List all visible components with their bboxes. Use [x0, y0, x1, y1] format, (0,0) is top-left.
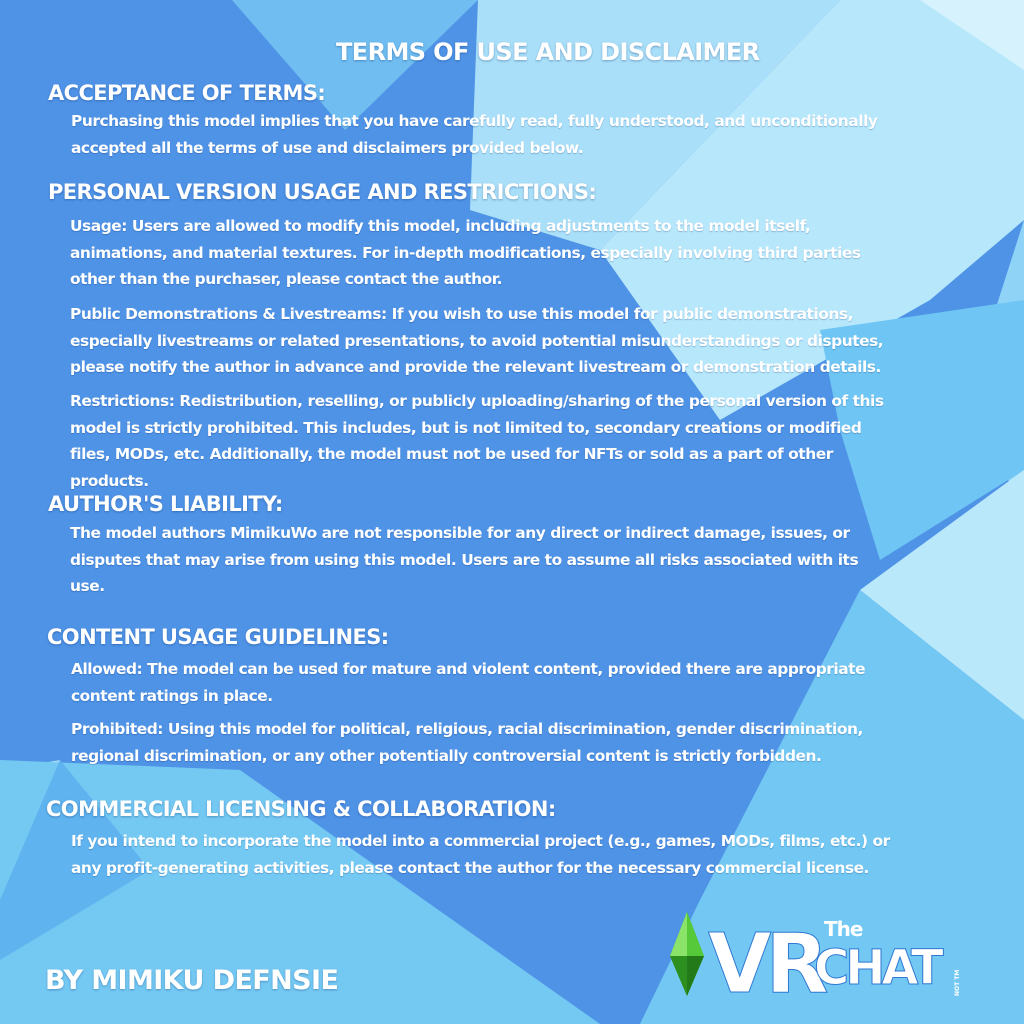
label-restrictions: Restrictions: — [70, 392, 175, 410]
text-public-demonstrations: If you wish to use this model for public demonstrations, especially livestreams or related presentations, to avoid potential misunderstandings or disputes, please notify the author in advance and provide the relevant livestream or demonstration details. — [70, 305, 884, 376]
paragraph-prohibited — [71, 716, 891, 769]
heading-personal-version: PERSONAL VERSION USAGE AND RESTRICTIONS: — [48, 180, 597, 204]
text-allowed: The model can be used for mature and violent content, provided there are appropriate content ratings in place. — [71, 660, 866, 705]
label-public-demonstrations: Public Demonstrations & Livestreams: — [70, 305, 387, 323]
text-restrictions: Redistribution, reselling, or publicly uploading/sharing of the personal version of this model is strictly prohibited. This includes, but is not limited to, secondary creations or modified files, MODs, etc. Additionally, the model must not be used for NFTs or sold as a part of other products. — [70, 392, 884, 490]
paragraph-restrictions — [70, 388, 905, 494]
author-byline: BY MIMIKU DEFNSIE — [45, 965, 339, 996]
text-prohibited: Using this model for political, religious, racial discrimination, gender discrimination, regional discrimination, or any other potentially controversial content is strictly forbidden. — [71, 720, 863, 765]
paragraph-liability: The model authors MimikuWo are not responsible for any direct or indirect damage, issues, or disputes that may arise from using this model. Users are to assume all risks associated with its use. — [70, 524, 859, 595]
label-prohibited: Prohibited: — [71, 720, 163, 738]
paragraph-usage — [70, 213, 870, 293]
heading-author-liability: AUTHOR'S LIABILITY: — [48, 492, 283, 516]
green-plumbob-icon — [670, 912, 704, 996]
page-title: TERMS OF USE AND DISCLAIMER — [336, 38, 760, 66]
paragraph-acceptance: Purchasing this model implies that you have carefully read, fully understood, and unconditionally accepted all the terms of use and disclaimers provided below. — [71, 112, 878, 157]
logo-mark: NOT TM — [954, 969, 961, 996]
logo-the: The — [824, 917, 863, 941]
label-usage: Usage: — [70, 217, 127, 235]
paragraph-public-demonstrations — [70, 301, 900, 381]
vrchat-logo — [664, 904, 984, 1004]
heading-content-guidelines: CONTENT USAGE GUIDELINES: — [47, 625, 389, 649]
logo-chat: CHAT — [814, 940, 940, 996]
logo-vr: VR — [708, 917, 823, 1004]
text-usage: Users are allowed to modify this model, including adjustments to the model itself, animations, and material textures. For in-depth modifications, especially involving third parties other than the purchaser, please contact the author. — [70, 217, 861, 288]
label-allowed: Allowed: — [71, 660, 143, 678]
paragraph-allowed — [71, 656, 881, 709]
heading-acceptance: ACCEPTANCE OF TERMS: — [48, 81, 326, 105]
heading-commercial-licensing: COMMERCIAL LICENSING & COLLABORATION: — [46, 797, 556, 821]
paragraph-commercial: If you intend to incorporate the model into a commercial project (e.g., games, MODs, films, etc.) or any profit-generating activities, please contact the author for the necessary commercial license. — [71, 832, 890, 877]
